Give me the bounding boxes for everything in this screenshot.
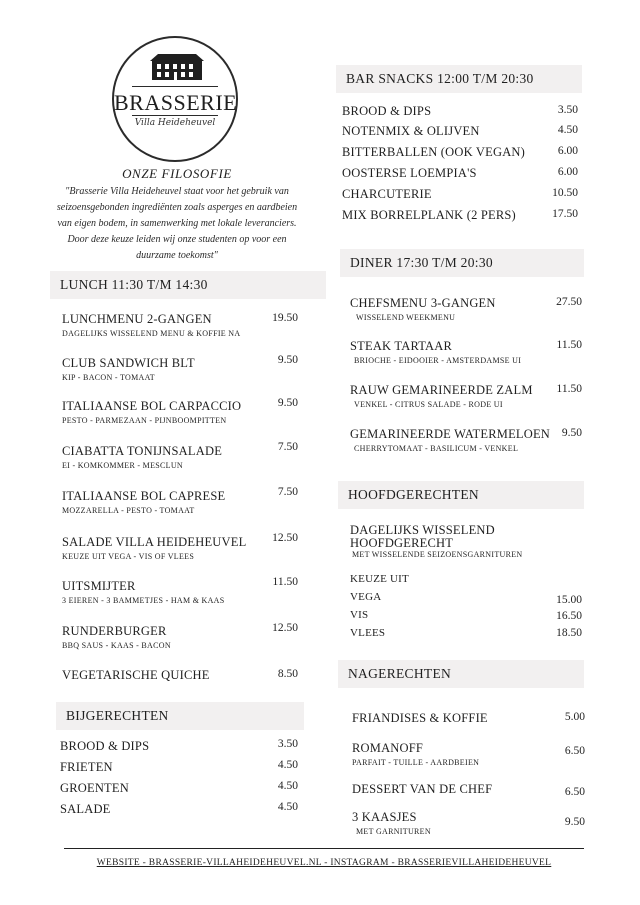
logo-divider xyxy=(132,86,218,87)
item-price: 8.50 xyxy=(277,668,298,680)
logo-script: Villa Heideheuvel xyxy=(134,118,216,128)
item-name: CHEFSMENU 3-GANGEN xyxy=(350,296,496,310)
menu-item xyxy=(62,312,240,338)
menu-item xyxy=(350,339,521,365)
snack-name: OOSTERSE LOEMPIA'S xyxy=(342,166,477,180)
mains-title: DAGELIJKS WISSELEND xyxy=(350,523,495,537)
option-name: VEGA xyxy=(350,591,382,603)
item-name: LUNCHMENU 2-GANGEN xyxy=(62,312,212,326)
item-name: 3 KAASJES xyxy=(352,810,417,824)
philosophy-text xyxy=(50,184,304,264)
philosophy-line: duurzame toekomst" xyxy=(136,250,218,261)
item-name: VEGETARISCHE QUICHE xyxy=(62,668,210,682)
menu-item xyxy=(350,296,496,322)
item-description: KEUZE UIT VEGA - VIS OF VLEES xyxy=(62,552,195,561)
option-name: VLEES xyxy=(350,627,386,639)
menu-item xyxy=(350,383,533,409)
item-name: ITALIAANSE BOL CAPRESE xyxy=(62,489,226,503)
item-name: SALADE VILLA HEIDEHEUVEL xyxy=(62,535,247,549)
bar-snacks-header: BAR SNACKS 12:00 T/M 20:30 xyxy=(336,65,582,93)
side-price: 4.50 xyxy=(277,759,298,771)
snack-name: CHARCUTERIE xyxy=(342,187,432,201)
item-price: 12.50 xyxy=(272,532,298,544)
item-name: ITALIAANSE BOL CARPACCIO xyxy=(62,399,242,413)
logo-divider xyxy=(132,115,218,116)
lunch-header: LUNCH 11:30 T/M 14:30 xyxy=(50,271,326,299)
menu-item xyxy=(352,810,431,836)
item-price: 27.50 xyxy=(556,296,582,308)
snack-price: 3.50 xyxy=(557,104,578,116)
menu-item xyxy=(352,711,488,726)
item-name: CLUB SANDWICH BLT xyxy=(62,356,195,370)
item-price: 5.00 xyxy=(564,711,585,723)
item-price: 7.50 xyxy=(277,486,298,498)
philosophy-line: seizoensgebonden ingrediënten zoals asperges en aardbeien xyxy=(56,202,298,213)
item-name: UITSMIJTER xyxy=(62,579,136,593)
side-name: GROENTEN xyxy=(60,781,129,795)
building-icon xyxy=(150,52,204,80)
item-price: 6.50 xyxy=(564,786,585,798)
menu-item xyxy=(62,535,246,561)
brasserie-logo xyxy=(112,36,238,162)
item-name: STEAK TARTAAR xyxy=(350,339,453,353)
item-price: 9.50 xyxy=(564,816,585,828)
choice-label: KEUZE UIT xyxy=(350,573,409,585)
menu-item xyxy=(62,579,225,605)
mains-title: HOOFDGERECHT xyxy=(350,536,454,550)
item-description: PARFAIT - TUILLE - AARDBEIEN xyxy=(352,758,480,767)
item-description: MET GARNITUREN xyxy=(356,827,431,836)
logo-brand: BRASSERIE xyxy=(114,90,238,115)
snack-name: NOTENMIX & OLIJVEN xyxy=(342,124,480,138)
item-name: FRIANDISES & KOFFIE xyxy=(352,711,488,725)
menu-item xyxy=(352,782,492,797)
item-price: 9.50 xyxy=(277,397,298,409)
philosophy-line: van eigen bodem, in samenwerking met lokale leveranciers. xyxy=(57,218,297,229)
side-name: SALADE xyxy=(60,802,111,816)
option-price: 18.50 xyxy=(556,627,582,639)
menu-item xyxy=(350,427,550,453)
item-description: 3 EIEREN - 3 BAMMETJES - HAM & KAAS xyxy=(62,596,225,605)
item-name: RAUW GEMARINEERDE ZALM xyxy=(350,383,533,397)
philosophy-line: "Brasserie Villa Heideheuvel staat voor het gebruik van xyxy=(65,186,289,197)
item-description: MOZZARELLA - PESTO - TOMAAT xyxy=(62,506,195,515)
option-price: 16.50 xyxy=(556,610,582,622)
item-description: BBQ SAUS - KAAS - BACON xyxy=(62,641,171,650)
item-price: 7.50 xyxy=(277,441,298,453)
item-price: 6.50 xyxy=(564,745,585,757)
item-price: 11.50 xyxy=(556,339,582,351)
item-description: CHERRYTOMAAT - BASILICUM - VENKEL xyxy=(354,444,519,453)
mains-description: MET WISSELENDE SEIZOENSGARNITUREN xyxy=(352,550,523,559)
item-price: 9.50 xyxy=(277,354,298,366)
item-description: EI - KOMKOMMER - MESCLUN xyxy=(62,461,183,470)
item-price: 11.50 xyxy=(272,576,298,588)
item-name: GEMARINEERDE WATERMELOEN xyxy=(350,427,551,441)
side-price: 3.50 xyxy=(277,738,298,750)
menu-item xyxy=(352,741,479,767)
desserts-header: NAGERECHTEN xyxy=(338,660,584,688)
menu-item xyxy=(62,399,241,425)
menu-item xyxy=(62,489,225,515)
sides-header: BIJGERECHTEN xyxy=(56,702,304,730)
snack-name: BROOD & DIPS xyxy=(342,104,432,118)
item-description: VENKEL - CITRUS SALADE - RODE UI xyxy=(354,400,503,409)
option-price: 15.00 xyxy=(556,594,582,606)
snack-price: 6.00 xyxy=(557,145,578,157)
footer-links[interactable]: WEBSITE - BRASSERIE-VILLAHEIDEHEUVEL.NL - INSTAGRAM - BRASSERIEVILLAHEIDEHEUVEL xyxy=(96,858,552,868)
menu-item xyxy=(62,356,195,382)
footer-divider xyxy=(64,848,584,849)
snack-name: BITTERBALLEN (OOK VEGAN) xyxy=(342,145,526,159)
item-price: 12.50 xyxy=(272,622,298,634)
snack-price: 10.50 xyxy=(552,187,578,199)
philosophy-title: ONZE FILOSOFIE xyxy=(122,166,232,181)
item-name: CIABATTA TONIJNSALADE xyxy=(62,444,223,458)
item-description: WISSELEND WEEKMENU xyxy=(356,313,456,322)
option-name: VIS xyxy=(350,609,369,621)
mains-header: HOOFDGERECHTEN xyxy=(338,481,584,509)
item-name: RUNDERBURGER xyxy=(62,624,167,638)
snack-price: 6.00 xyxy=(557,166,578,178)
side-price: 4.50 xyxy=(277,780,298,792)
snack-price: 17.50 xyxy=(552,208,578,220)
item-name: ROMANOFF xyxy=(352,741,424,755)
snack-name: MIX BORRELPLANK (2 PERS) xyxy=(342,208,516,222)
item-description: DAGELIJKS WISSELEND MENU & KOFFIE NA xyxy=(62,329,241,338)
item-name: DESSERT VAN DE CHEF xyxy=(352,782,493,796)
side-price: 4.50 xyxy=(277,801,298,813)
menu-item xyxy=(62,624,171,650)
menu-item xyxy=(62,444,222,470)
item-price: 19.50 xyxy=(272,312,298,324)
item-description: KIP - BACON - TOMAAT xyxy=(62,373,155,382)
diner-header: DINER 17:30 T/M 20:30 xyxy=(340,249,584,277)
item-description: BRIOCHE - EIDOOIER - AMSTERDAMSE UI xyxy=(354,356,522,365)
side-name: BROOD & DIPS xyxy=(60,739,150,753)
side-name: FRIETEN xyxy=(60,760,113,774)
item-price: 9.50 xyxy=(561,427,582,439)
item-description: PESTO - PARMEZAAN - PIJNBOOMPITTEN xyxy=(62,416,227,425)
snack-price: 4.50 xyxy=(557,124,578,136)
menu-item xyxy=(62,668,210,683)
mains-description-wrap xyxy=(352,548,523,559)
philosophy-line: Door deze keuze leiden wij onze studenten op voor een xyxy=(67,234,287,245)
item-price: 11.50 xyxy=(556,383,582,395)
